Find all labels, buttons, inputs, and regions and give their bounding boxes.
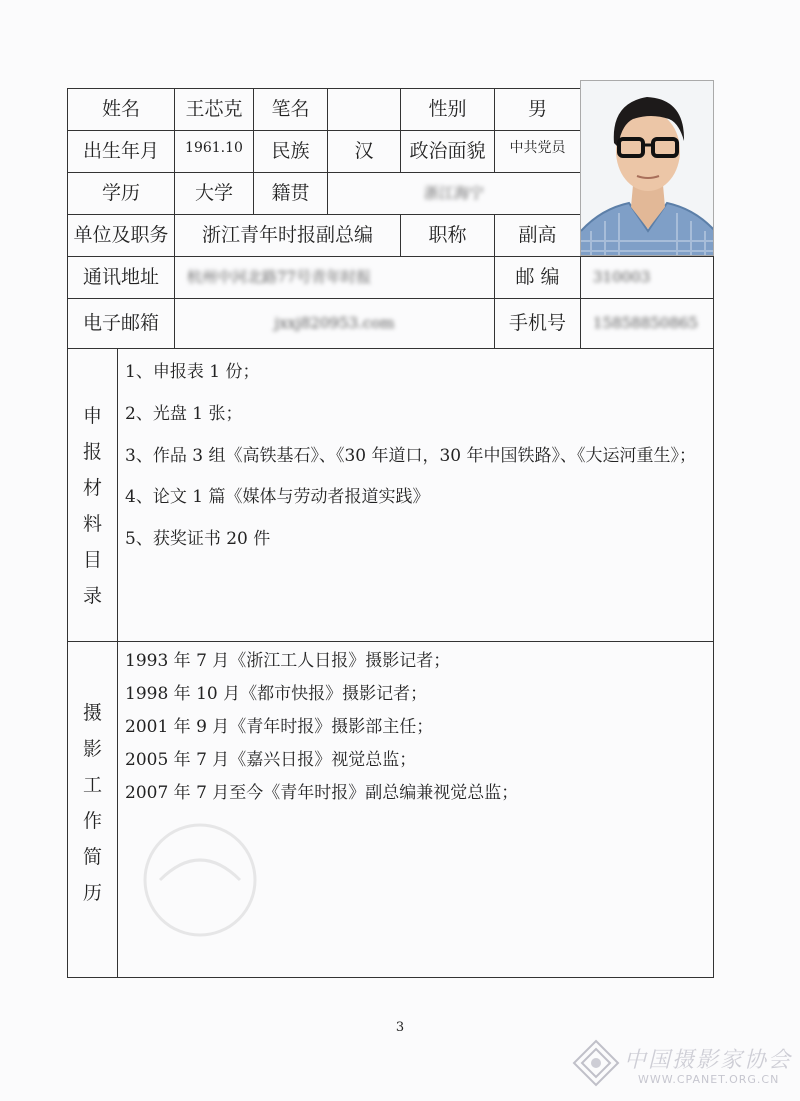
postcode-value bbox=[580, 256, 714, 299]
materials-list bbox=[125, 358, 710, 628]
list-item: 1998 年 10 月《都市快报》摄影记者； bbox=[125, 684, 428, 704]
name-value: 王芯克 bbox=[174, 88, 254, 131]
pen-name-value bbox=[327, 88, 401, 131]
portrait-photo-icon bbox=[581, 81, 714, 256]
email-value bbox=[174, 298, 495, 349]
title-label: 职称 bbox=[400, 214, 495, 257]
label-char: 简 bbox=[82, 846, 102, 868]
gender-value: 男 bbox=[494, 88, 581, 131]
watermark-url-text: WWW.CPANET.ORG.CN bbox=[638, 1073, 780, 1086]
native-place-value bbox=[327, 172, 581, 215]
birth-label: 出生年月 bbox=[67, 130, 175, 173]
list-item: 5、获奖证书 20 件 bbox=[125, 529, 271, 549]
phone-value bbox=[580, 298, 714, 349]
phone-label: 手机号 bbox=[494, 298, 581, 349]
page-number: 3 bbox=[395, 1020, 405, 1035]
phone-text: 15858850865 bbox=[593, 314, 698, 332]
unit-label: 单位及职务 bbox=[67, 214, 175, 257]
postcode-text: 310003 bbox=[593, 268, 651, 286]
label-char: 申 bbox=[82, 405, 102, 427]
label-char: 材 bbox=[82, 477, 102, 499]
list-item: 2001 年 9 月《青年时报》摄影部主任； bbox=[125, 717, 434, 737]
resume-vertical-label bbox=[67, 678, 118, 928]
name-label: 姓名 bbox=[67, 88, 175, 131]
list-item: 1993 年 7 月《浙江工人日报》摄影记者； bbox=[125, 651, 451, 671]
education-value: 大学 bbox=[174, 172, 254, 215]
address-text: 杭州中河北路77号青年时报 bbox=[187, 268, 372, 286]
political-value: 中共党员 bbox=[494, 130, 581, 173]
list-item: 4、论文 1 篇《媒体与劳动者报道实践》 bbox=[125, 487, 430, 507]
ethnicity-label: 民族 bbox=[253, 130, 328, 173]
label-char: 影 bbox=[82, 738, 102, 760]
list-item: 3、作品 3 组《高铁基石》、《30 年道口，30 年中国铁路》、《大运河重生》； bbox=[125, 446, 697, 466]
label-char: 摄 bbox=[82, 702, 102, 724]
address-label: 通讯地址 bbox=[67, 256, 175, 299]
stamp-ghost-mark bbox=[120, 820, 280, 940]
cpanet-logo-icon bbox=[572, 1039, 620, 1087]
native-place-text: 浙江海宁 bbox=[423, 184, 484, 202]
label-char: 报 bbox=[82, 441, 102, 463]
label-char: 工 bbox=[82, 774, 102, 796]
address-value bbox=[174, 256, 495, 299]
pen-name-label: 笔名 bbox=[253, 88, 328, 131]
ethnicity-value: 汉 bbox=[327, 130, 401, 173]
watermark-cn-text: 中国摄影家协会 bbox=[624, 1048, 793, 1073]
list-item: 2005 年 7 月《嘉兴日报》视觉总监； bbox=[125, 750, 417, 770]
education-label: 学历 bbox=[67, 172, 175, 215]
label-char: 目 bbox=[82, 549, 102, 571]
gender-label: 性别 bbox=[400, 88, 495, 131]
list-item: 2007 年 7 月至今《青年时报》副总编兼视觉总监； bbox=[125, 783, 519, 803]
label-char: 作 bbox=[82, 810, 102, 832]
label-char: 录 bbox=[82, 585, 102, 607]
native-place-label: 籍贯 bbox=[253, 172, 328, 215]
portrait-photo bbox=[580, 80, 714, 256]
unit-value: 浙江青年时报副总编 bbox=[174, 214, 401, 257]
email-label: 电子邮箱 bbox=[67, 298, 175, 349]
email-text: jxxj820953.com bbox=[274, 314, 395, 332]
political-label: 政治面貌 bbox=[400, 130, 495, 173]
list-item: 2、光盘 1 张； bbox=[125, 404, 243, 424]
cpanet-watermark bbox=[572, 1035, 792, 1095]
title-value: 副高 bbox=[494, 214, 581, 257]
postcode-label: 邮 编 bbox=[494, 256, 581, 299]
birth-value: 1961.10 bbox=[174, 130, 254, 173]
list-item: 1、申报表 1 份； bbox=[125, 362, 260, 382]
materials-vertical-label bbox=[67, 378, 118, 634]
label-char: 料 bbox=[82, 513, 102, 535]
label-char: 历 bbox=[82, 882, 102, 904]
